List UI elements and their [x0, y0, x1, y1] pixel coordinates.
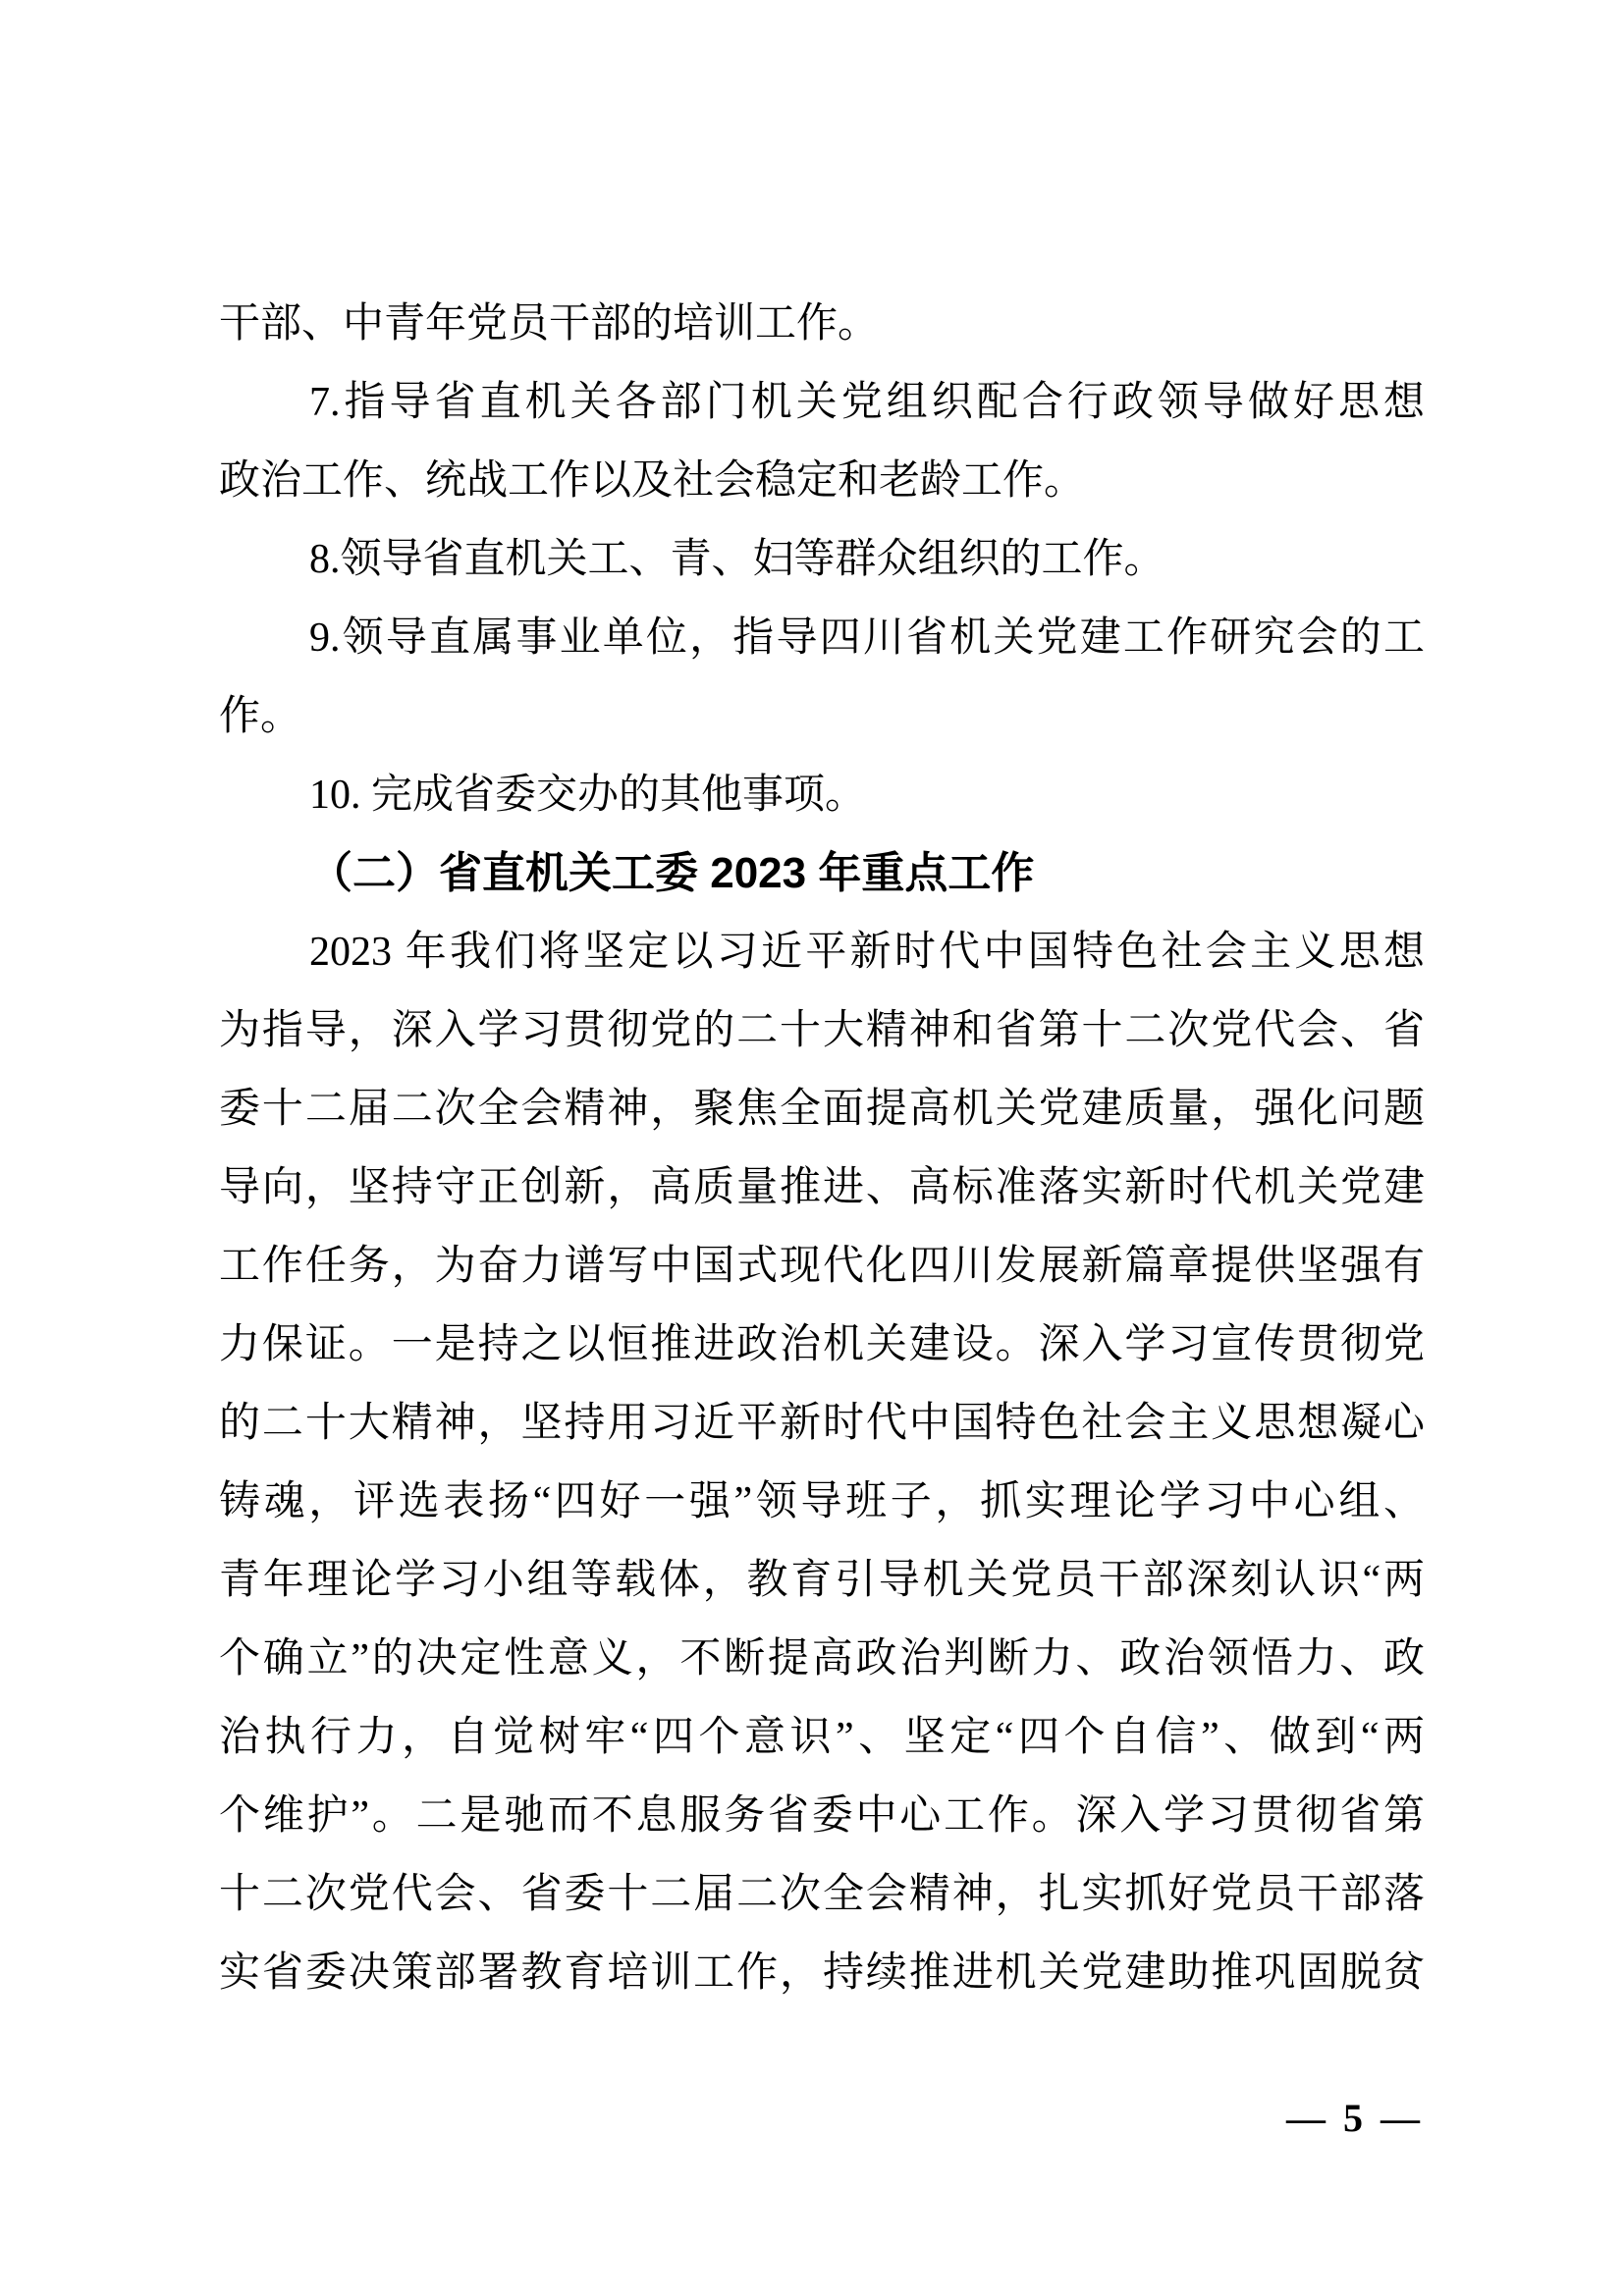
page-number: — 5 —: [1286, 2096, 1424, 2140]
document-text-block: [219, 285, 1425, 2012]
text-line: 实省委决策部署教育培训工作，持续推进机关党建助推巩固脱贫: [219, 1950, 1425, 1996]
text-line: 治执行力，自觉树牢“四个意识”、坚定“四个自信”、做到“两: [219, 1715, 1425, 1760]
text-line: 9.领导直属事业单位，指导四川省机关党建工作研究会的工: [309, 615, 1425, 661]
text-line: 政治工作、统战工作以及社会稳定和老龄工作。: [219, 458, 1086, 504]
text-line: 个确立”的决定性意义，不断提高政治判断力、政治领悟力、政: [219, 1636, 1425, 1682]
section-heading: （二）省直机关工委 2023 年重点工作: [309, 849, 1035, 897]
text-line: 力保证。一是持之以恒推进政治机关建设。深入学习宣传贯彻党: [219, 1322, 1425, 1367]
text-line: 导向，坚持守正创新，高质量推进、高标准落实新时代机关党建: [219, 1165, 1425, 1210]
text-line: 8.领导省直机关工、青、妇等群众组织的工作。: [309, 537, 1165, 582]
text-line: 铸魂，评选表扬“四好一强”领导班子，抓实理论学习中心组、: [219, 1479, 1425, 1524]
text-line: 工作任务，为奋力谱写中国式现代化四川发展新篇章提供坚强有: [219, 1244, 1425, 1289]
text-line: 的二十大精神，坚持用习近平新时代中国特色社会主义思想凝心: [219, 1401, 1425, 1446]
text-line: 委十二届二次全会精神，聚焦全面提高机关党建质量，强化问题: [219, 1087, 1425, 1132]
text-line: 作。: [219, 694, 302, 739]
text-line: 7.指导省直机关各部门机关党组织配合行政领导做好思想: [309, 380, 1425, 425]
text-line: 十二次党代会、省委十二届二次全会精神，扎实抓好党员干部落: [219, 1872, 1425, 1917]
text-line: 为指导，深入学习贯彻党的二十大精神和省第十二次党代会、省: [219, 1008, 1425, 1053]
text-line: 10. 完成省委交办的其他事项。: [309, 773, 867, 818]
text-line: 个维护”。二是驰而不息服务省委中心工作。深入学习贯彻省第: [219, 1793, 1425, 1839]
text-line: 青年理论学习小组等载体，教育引导机关党员干部深刻认识“两: [219, 1558, 1425, 1603]
text-line: 2023 年我们将坚定以习近平新时代中国特色社会主义思想: [309, 930, 1425, 975]
text-line: 干部、中青年党员干部的培训工作。: [219, 301, 880, 347]
